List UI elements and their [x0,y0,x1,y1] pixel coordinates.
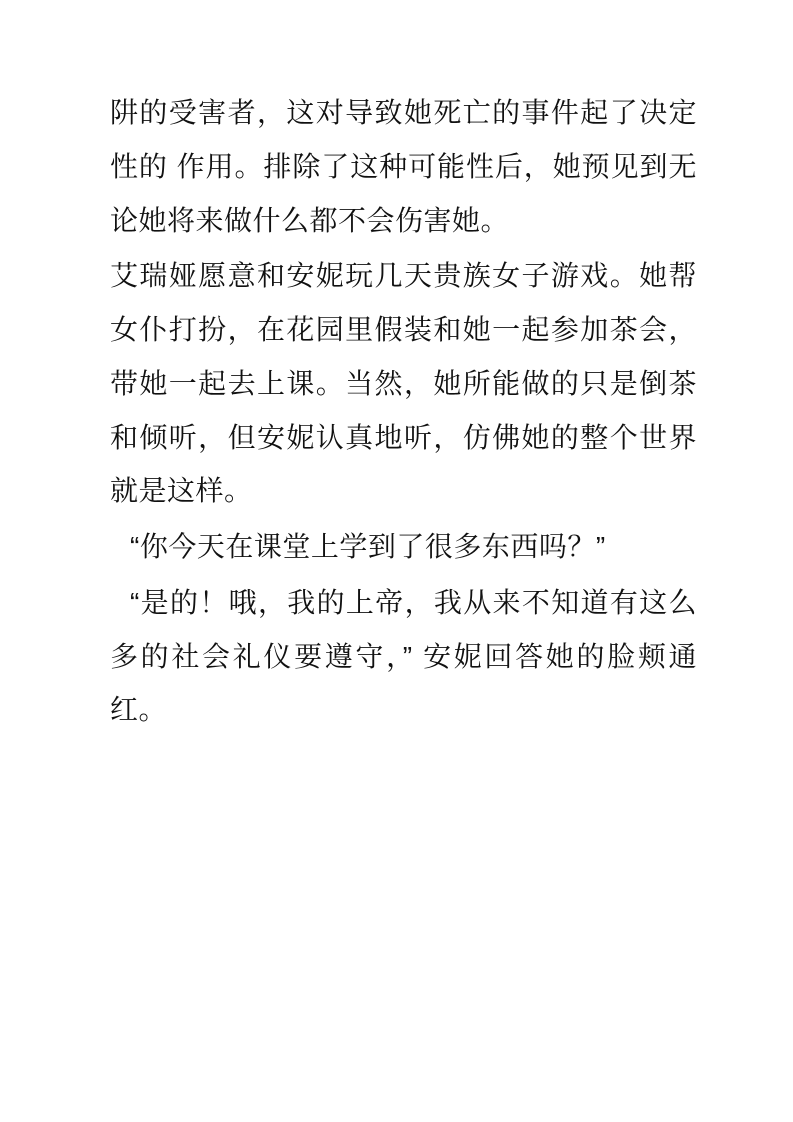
paragraph-3: “你今天在课堂上学到了很多东西吗？” [130,531,606,562]
document-body [110,86,697,737]
paragraph-4: “是的！哦，我的上帝，我从来不知道有这么多的社会礼仪要遵守，” 安妮回答她的脸颊通红。 [110,586,697,726]
paragraph-2: 艾瑞娅愿意和安妮玩几天贵族女子游戏。她帮女仆打扮，在花园里假装和她一起参加茶会， 带她一起去上课。当然，她所能做的只是倒茶和倾听，但安妮认真地听，仿佛她的整个世界 就是这样。 [110,260,697,507]
paragraph-1: 阱的受害者，这对导致她死亡的事件起了决定性的 作用。排除了这种可能性后，她预见到无论她将来做什么都不会伤害她。 [110,97,697,236]
